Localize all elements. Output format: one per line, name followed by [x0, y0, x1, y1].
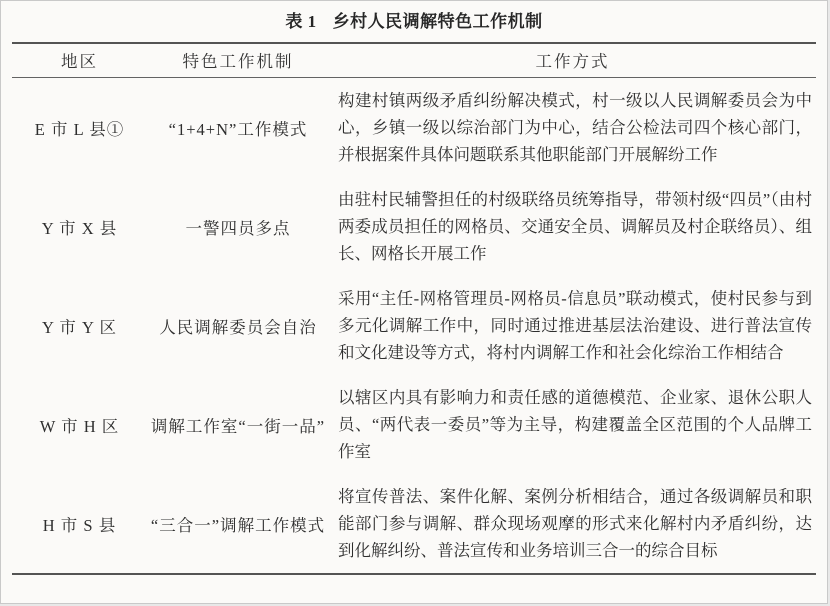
method-cell: 以辖区内具有影响力和责任感的道德模范、企业家、退休公职人员、“两代表一委员”等为主导，构建覆盖全区范围的个人品牌工作室: [338, 388, 812, 461]
table-caption-label: 表 1: [285, 12, 317, 31]
table-row: [12, 474, 816, 574]
method-cell: 构建村镇两级矛盾纠纷解决模式，村一级以人民调解委员会为中心，乡镇一级以综治部门为中心，结合公检法司四个核心部门，并根据案件具体问题联系其他职能部门开展解纷工作: [338, 91, 812, 164]
table-row: [12, 276, 816, 375]
region-cell: Y 市 Y 区: [42, 317, 117, 337]
table-row: [12, 78, 816, 178]
column-header-mechanism: 特色工作机制: [147, 43, 329, 78]
region-cell: Y 市 X 县: [41, 218, 118, 238]
table-header-row: [12, 43, 816, 78]
column-header-region: 地区: [12, 43, 147, 78]
mechanism-cell: 调解工作室“一街一品”: [150, 416, 326, 436]
mechanism-cell: 一警四员多点: [185, 218, 291, 238]
method-cell: 采用“主任-网格管理员-网格员-信息员”联动模式，使村民参与到多元化调解工作中，同时通过推进基层法治建设、进行普法宣传和文化建设等方式，将村内调解工作和社会化综治工作相结合: [338, 289, 812, 362]
region-cell: H 市 S 县: [42, 515, 117, 535]
mediation-mechanism-table: [12, 42, 816, 575]
method-cell: 由驻村民辅警担任的村级联络员统筹指导，带领村级“四员”（由村两委成员担任的网格员、交通安全员、调解员及村企联络员）、组长、网格长开展工作: [338, 190, 812, 263]
column-header-method: 工作方式: [329, 43, 816, 78]
table-row: [12, 177, 816, 276]
table-caption: [1, 1, 827, 32]
method-cell: 将宣传普法、案件化解、案例分析相结合，通过各级调解员和职能部门参与调解、群众现场观摩的形式来化解村内矛盾纠纷，达到化解纠纷、普法宣传和业务培训三合一的综合目标: [338, 487, 812, 560]
mechanism-cell: “1+4+N”工作模式: [168, 119, 308, 139]
table-caption-text: 乡村人民调解特色工作机制: [332, 12, 543, 31]
mechanism-cell: “三合一”调解工作模式: [150, 515, 326, 535]
region-cell: W 市 H 区: [39, 416, 120, 436]
mechanism-cell: 人民调解委员会自治: [159, 317, 317, 337]
region-cell: E 市 L 县①: [34, 119, 125, 139]
table-row: [12, 375, 816, 474]
